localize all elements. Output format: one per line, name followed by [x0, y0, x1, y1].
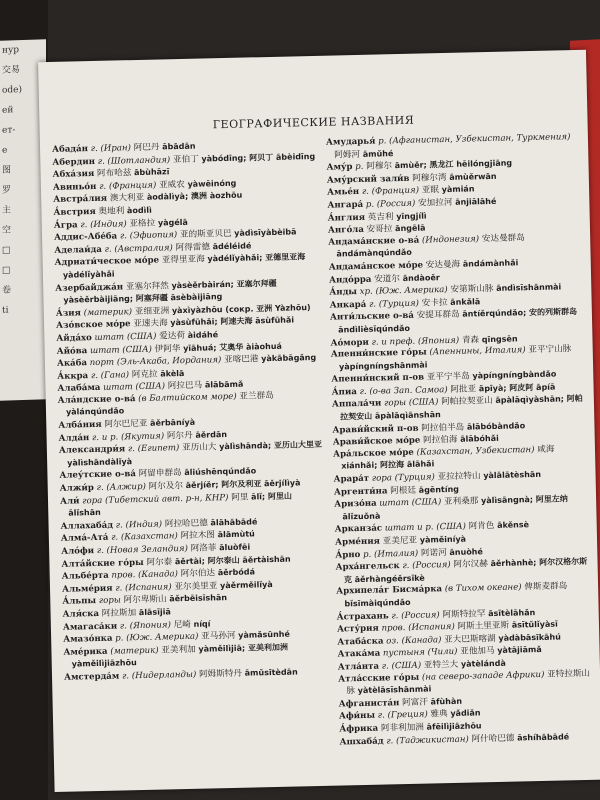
chinese-translation: 安第斯山脉: [450, 284, 494, 296]
grammar-note: штат (США): [94, 331, 157, 343]
headword: Амагаса́ки: [62, 621, 118, 633]
headword: А́рно: [335, 549, 361, 561]
chinese-translation: 安达曼海: [425, 259, 461, 271]
pinyin: āluòfēi: [219, 542, 251, 553]
pinyin: āěrdān: [195, 429, 228, 440]
pinyin: níqí: [193, 619, 211, 629]
headword: Аделаи́да: [54, 244, 102, 256]
pinyin: yīāhuá; 艾奥华 àiàohuá: [183, 341, 282, 353]
headword: Алда́н: [58, 432, 90, 444]
pinyin: ākěnsè: [497, 520, 530, 531]
pinyin: yàpíngníngshānmài: [338, 360, 428, 372]
grammar-note: г. (Шотландия): [97, 154, 171, 167]
chinese-translation: 阿什哈巴德: [471, 733, 515, 745]
grammar-note: г. (Турция): [368, 298, 420, 310]
pinyin: yǎdiǎn: [450, 708, 481, 719]
grammar-note: штат и р. (США): [384, 522, 467, 534]
grammar-note: г. (Индия): [115, 519, 163, 531]
pinyin: yàmǎsūnhé: [238, 629, 290, 640]
headword: Амье́н: [327, 187, 360, 199]
grammar-note: г. (Новая Зеландия): [96, 543, 189, 557]
grammar-note: (в Тихом океане): [444, 582, 522, 595]
chinese-translation: 雅典: [430, 709, 448, 720]
grammar-note: р. (Юж. Америка): [115, 631, 199, 644]
headword: Абада́н: [51, 144, 89, 155]
chinese-translation: 阿尔丹: [166, 430, 193, 442]
headword: Аризо́на: [334, 498, 377, 510]
pinyin: āmùěr; 黑龙江 hēilóngjiāng: [394, 158, 513, 171]
chinese-translation: 亚平宁半岛: [426, 371, 470, 383]
grammar-note: (материк): [110, 645, 159, 657]
chinese-translation: 阿富汗: [401, 697, 429, 708]
headword: Аллахаба́д: [60, 520, 114, 532]
pinyin: yàkābāgǎng: [261, 353, 317, 364]
headword: Аддис-Абе́ба: [53, 231, 118, 244]
headword: Абха́зия: [52, 169, 95, 181]
previous-page-fragment: 主: [2, 205, 12, 216]
chinese-translation: 亚兰群岛: [239, 390, 274, 402]
chinese-translation: 阿穆尔湾: [412, 172, 447, 184]
pinyin: āngēlā: [395, 223, 426, 234]
pinyin: ānjiālāhé: [455, 196, 497, 207]
grammar-note: г. (Испания): [115, 582, 172, 594]
pinyin: ānuòhé: [449, 546, 483, 557]
pinyin: yàlālātèshān: [483, 469, 542, 481]
headword: Алеу́тские о-ва́: [59, 469, 137, 482]
headword: Анго́ла: [327, 225, 364, 236]
chinese-translation: 俾斯麦群岛: [524, 581, 568, 593]
pinyin: yàpíngníngbàndǎo: [472, 369, 557, 381]
grammar-note: г. (Россия): [402, 560, 451, 572]
pinyin: yàlìsāngnà; 阿里左纳 ālǐzuǒnà: [342, 494, 568, 522]
headword: Аму́рский зали́в: [326, 173, 410, 186]
grammar-note: гора (Турция): [371, 472, 435, 484]
headword: А́пиа: [331, 386, 357, 398]
grammar-note: (на северо-западе Африки): [421, 669, 545, 683]
headword: А́страхань: [336, 610, 389, 623]
grammar-note: г. (Нидерланды): [121, 669, 197, 682]
chinese-translation: 亚眠: [421, 185, 440, 196]
previous-page-fragment: 图: [2, 165, 12, 176]
chinese-translation: 亚大巴斯喀湖: [444, 633, 496, 645]
grammar-note: г. (Казахстан): [111, 531, 178, 544]
chinese-translation: 爱达荷: [159, 330, 186, 342]
previous-page-fragment: □: [2, 265, 11, 276]
grammar-note: горы (США): [383, 397, 439, 409]
pinyin: āsītǔlǐyàsī: [511, 619, 558, 630]
previous-page-fragment: ет-: [2, 125, 16, 136]
headword: Арара́т: [333, 473, 370, 485]
pinyin: àodìlì: [126, 205, 152, 216]
pinyin: āmǔsītèdān: [244, 667, 298, 678]
pinyin: āndàoěr: [402, 272, 440, 283]
pinyin: yàdàbāsīkāhú: [498, 632, 561, 643]
chinese-translation: 安加拉河: [417, 197, 453, 209]
pinyin: ālāsījiā: [138, 607, 171, 618]
pinyin: āěrtài; 阿尔泰山 āěrtàishān: [174, 554, 291, 566]
headword: А́встрия: [53, 206, 96, 218]
pinyin: āěrbódá: [217, 567, 256, 578]
headword: А́ккра: [57, 370, 89, 382]
pinyin: yàtèlándà: [460, 658, 506, 669]
pinyin: āliúshēnqúndǎo: [184, 466, 257, 478]
pinyin: āgēntíng: [418, 484, 460, 495]
pinyin: ālābóbàndǎo: [466, 420, 526, 432]
headword: Арави́йское мо́ре: [332, 435, 421, 448]
pinyin: ālābóhǎi: [460, 434, 499, 444]
grammar-note: пустыня (Чили): [382, 647, 458, 659]
headword: Арха́нгельск: [335, 561, 400, 573]
previous-page-fragment: 交易: [2, 65, 21, 76]
pinyin: āntíěrqúndǎo; 安的列斯群岛 āndìlièsīqúndǎo: [338, 307, 578, 335]
grammar-note: г. (Эфиопия): [119, 230, 178, 242]
chinese-translation: 亚美利加: [161, 644, 196, 656]
pinyin: āsītèlāhǎn: [488, 607, 536, 618]
chinese-translation: 奥地利: [98, 206, 125, 217]
pinyin: yàlánqúndǎo: [65, 406, 125, 418]
chinese-translation: 阿拉巴马: [167, 380, 203, 392]
pinyin: āndámànqúndǎo: [336, 248, 412, 259]
chinese-translation: 亚美尼亚: [382, 535, 418, 547]
chinese-translation: 阿里: [231, 492, 249, 503]
chinese-translation: 阿姆斯特丹: [198, 668, 243, 680]
grammar-note: г. (Индия): [80, 218, 127, 230]
chinese-translation: 澳大利亚: [109, 193, 145, 204]
pinyin: ākèlā: [160, 368, 185, 379]
chinese-translation: 安卡拉: [421, 297, 448, 309]
pinyin: āmǔhé: [362, 148, 394, 159]
pinyin: yàsèěrbàirán; 亚塞尔拜疆 yàsèěrbàijiāng; 阿塞拜疆 āsèbàijiāng: [63, 278, 277, 305]
pinyin: yàxìyàzhōu (сокр. 亚洲 Yàzhōu): [171, 302, 311, 315]
pinyin: yàdélǐyàhǎi; 亚德里亚海 yàdélǐyàhǎi: [62, 252, 306, 280]
grammar-note: штат (США): [89, 344, 153, 356]
headword: Адриати́ческое мо́ре: [54, 255, 160, 269]
pinyin: ālābāmǎ: [204, 379, 244, 390]
headword: Алба́ния: [58, 419, 102, 431]
headword: Анти́льские о-ва́: [329, 311, 415, 323]
headword: Амстерда́м: [63, 671, 120, 683]
headword: Атака́ма: [337, 648, 381, 660]
pinyin: āshíhābādé: [517, 731, 570, 743]
chinese-translation: 安达曼群岛: [481, 232, 525, 244]
chinese-translation: 阿根廷: [390, 485, 417, 496]
grammar-note: г. и преф. (Япония): [371, 335, 460, 348]
previous-page-fragment: е: [2, 145, 8, 156]
headword: Абердин: [52, 156, 96, 168]
chinese-translation: 亚速夫海: [133, 318, 168, 330]
grammar-note: (материк): [83, 306, 133, 318]
grammar-note: г. (Австралия): [104, 242, 173, 255]
pinyin: yàsùfūhǎi; 阿速夫海 āsùfūhǎi: [170, 315, 295, 328]
headword: А́фрика: [339, 723, 379, 735]
grammar-note: г. (Франция): [361, 185, 420, 198]
grammar-note: горы: [98, 595, 121, 607]
chinese-translation: 阿留申群岛: [138, 468, 182, 480]
grammar-note: г. (Гана): [90, 369, 130, 381]
chinese-translation: 阿克拉: [131, 369, 158, 380]
pinyin: āfēilìjiāzhōu: [426, 721, 482, 732]
pinyin: āěrbēisīshān: [169, 593, 228, 604]
pinyin: āěrbāníyà: [150, 417, 196, 428]
chinese-translation: 阿斯特拉罕: [442, 608, 486, 620]
grammar-note: г. (Россия): [391, 609, 440, 621]
headword: Асту́рия: [336, 623, 379, 635]
headword: А́нды: [329, 287, 358, 298]
chinese-translation: 安道尔: [374, 273, 401, 285]
previous-page-fragment: 卷: [2, 285, 12, 296]
headword: Арме́ния: [334, 536, 381, 548]
headword: Али́: [59, 496, 80, 507]
chinese-translation: 阿尔伯达: [180, 568, 216, 580]
right-column: [326, 132, 592, 749]
headword: Александри́я: [58, 444, 126, 457]
chinese-translation: 阿姆河: [334, 149, 361, 161]
headword: Афи́ны: [338, 711, 376, 722]
headword: Алжи́р: [59, 483, 94, 494]
chinese-translation: 亚的斯亚贝巴: [179, 229, 232, 241]
chinese-translation: 亚塞尔拜然: [125, 280, 169, 292]
grammar-note: р. (Россия): [365, 198, 416, 210]
headword: Аме́рика: [63, 646, 108, 658]
chinese-translation: 亚细亚洲: [134, 306, 170, 317]
grammar-note: (Индонезия): [421, 234, 480, 246]
chinese-translation: 安提耳群岛: [416, 310, 460, 322]
headword: Ало́фи: [61, 546, 95, 557]
chinese-translation: 阿拉斯加: [101, 608, 137, 619]
chinese-translation: 亚尔美里亚: [174, 581, 218, 593]
chinese-translation: 阿布哈兹: [96, 168, 132, 180]
headword: Ала́ндские о-ва́: [57, 393, 136, 406]
pinyin: āmùěrwān: [449, 171, 497, 182]
headword: Аму́р: [326, 162, 353, 173]
pinyin: ālāmùtú: [217, 529, 255, 540]
grammar-note: гора (Тибетский авт. р-н, КНР): [82, 492, 229, 506]
pinyin: ālǐ; 阿里山 ālǐshān: [68, 491, 293, 518]
headword: Айо́ва: [56, 345, 88, 357]
pinyin: yàwēinóng: [187, 178, 237, 189]
headword: Анкара́: [329, 299, 367, 311]
headword: А́зия: [55, 308, 82, 319]
previous-page-fragment: □: [2, 245, 11, 256]
headword: Арканза́с: [334, 523, 383, 536]
headword: Ашхаба́д: [339, 736, 384, 748]
pinyin: āndámànhǎi: [462, 258, 519, 269]
pinyin: yàtèlāsīshānmài: [357, 684, 432, 696]
grammar-note: р. (Италия): [362, 548, 419, 560]
chinese-translation: 阿尔汉赫: [453, 559, 488, 571]
grammar-note: (Апеннины, Италия): [429, 345, 526, 358]
chinese-translation: 阿尔及尔: [148, 481, 184, 492]
chinese-translation: 阿非利加洲: [380, 722, 425, 734]
grammar-note: штат (США): [103, 381, 166, 394]
headword: Авиньо́н: [52, 181, 97, 193]
chinese-translation: 亚马孙河: [201, 631, 236, 642]
pinyin: àodàlìyà; 澳洲 àozhōu: [146, 190, 243, 203]
chinese-translation: 咸海: [537, 444, 555, 455]
chinese-translation: 亚特兰大: [423, 659, 459, 671]
headword: Арави́йский п-ов: [332, 423, 419, 436]
grammar-note: г. (Алжир): [96, 481, 147, 494]
headword: Аля́ска: [62, 608, 100, 620]
book-page: [38, 50, 600, 792]
pinyin: yàtājiāmǎ: [497, 645, 542, 656]
pinyin: yàměilìjiā; 亚美利加洲 yàměilìjiāzhōu: [71, 642, 289, 669]
pinyin: ālāhābādé: [210, 517, 258, 528]
grammar-note: пров. (Испания): [381, 622, 455, 634]
headword: Азо́вское мо́ре: [55, 319, 131, 332]
pinyin: āěrhànhè; 阿尔汉格尔斯克 āěrhàngéěrsīkè: [343, 557, 588, 585]
headword: Ара́льское мо́ре: [332, 447, 414, 460]
chinese-translation: 亚平宁山脉: [528, 344, 572, 356]
grammar-note: г. (о-ва Зап. Самоа): [359, 384, 448, 397]
pinyin: ābùhāzī: [134, 167, 170, 178]
headword: Алма́-Ата́: [60, 533, 109, 545]
pinyin: yàlìshāndà; 亚历山大里亚 yàlìshāndàlǐyà: [67, 440, 323, 468]
chinese-translation: 尼崎: [173, 619, 191, 630]
chinese-translation: 亚拉拉特山: [437, 471, 481, 483]
chinese-translation: 亚他加马: [460, 646, 495, 658]
chinese-translation: 亚威农: [158, 179, 185, 191]
headword: Ао́мори: [330, 337, 369, 349]
chinese-translation: 阿拉伯半岛: [421, 422, 465, 434]
headword: Альбе́рта: [61, 570, 109, 582]
chinese-translation: 阿诺河: [420, 547, 447, 559]
headword: Афганиста́н: [338, 697, 400, 710]
grammar-note: г. (Египет): [127, 443, 180, 455]
previous-page-fragment: нур: [2, 45, 20, 56]
pinyin: xiánhǎi; 阿拉海 ālāhǎi: [341, 459, 435, 471]
chinese-translation: 阿帕拉契亚山: [441, 396, 493, 408]
headword: А́гра: [53, 219, 78, 231]
headword: Альме́рия: [61, 583, 113, 595]
pinyin: yàěrměilǐyà: [220, 579, 273, 591]
chinese-translation: 亚格拉: [129, 218, 156, 229]
headword: Андама́нское мо́ре: [328, 260, 424, 273]
grammar-note: г. (Иран): [90, 143, 132, 155]
headword: Андама́нские о-ва́: [328, 235, 420, 248]
chinese-translation: 亚历山大: [181, 442, 217, 454]
headword: Апенни́нские го́ры: [330, 347, 427, 360]
headword: Ака́ба: [56, 358, 88, 369]
headword: Австра́лия: [53, 194, 108, 206]
chinese-translation: 阿尔卑斯山: [123, 594, 167, 606]
left-column: [52, 138, 330, 684]
headword: Аргенти́на: [333, 486, 388, 498]
grammar-note: г. и р. (Якутия): [91, 431, 165, 443]
pinyin: yàměiníyà: [419, 534, 467, 545]
headword: Архипела́г Бисма́рка: [336, 584, 443, 597]
chinese-translation: 安哥拉: [366, 224, 393, 235]
chinese-translation: 阿得雷德: [175, 242, 211, 253]
pinyin: qīngsēn: [481, 333, 518, 344]
chinese-translation: 阿肯色: [468, 521, 495, 532]
headword: Андо́рра: [328, 274, 372, 286]
pinyin: ānkǎlā: [450, 296, 481, 307]
pinyin: āndìsīshānmài: [496, 282, 562, 294]
headword: Атаба́ска: [337, 636, 384, 648]
page-title: ГЕОГРАФИЧЕСКИЕ НАЗВАНИЯ: [212, 113, 415, 132]
grammar-note: (Казахстан, Узбекистан): [416, 444, 535, 458]
pinyin: āfùhàn: [430, 696, 463, 707]
headword: Алта́йские го́ры: [61, 557, 144, 570]
grammar-note: хр. (Юж. Америка): [359, 285, 448, 298]
chinese-translation: 亚喀巴港: [223, 354, 259, 366]
chinese-translation: 阿斯土里亚斯: [457, 620, 510, 633]
chinese-translation: 阿洛菲: [190, 543, 217, 554]
previous-page-fragment: 空: [2, 225, 12, 236]
pinyin: ābādān: [162, 141, 196, 152]
chinese-translation: 亚伯丁: [172, 154, 199, 165]
headword: Атла́нта: [337, 661, 380, 673]
chinese-translation: 阿尔泰: [146, 556, 173, 568]
grammar-note: штат (США): [379, 497, 442, 509]
headword: Ангара́: [327, 199, 364, 211]
chinese-translation: 青森: [461, 334, 480, 346]
chinese-translation: 阿尔巴尼亚: [104, 418, 148, 430]
headword: Азербайджа́н: [55, 281, 124, 294]
grammar-note: порт (Эль-Акаба, Иордания): [89, 355, 222, 369]
pinyin: bǐsīmàiqúndǎo: [344, 597, 411, 609]
chinese-translation: 阿巴丹: [133, 142, 160, 154]
headword: Айда́хо: [56, 332, 92, 344]
pinyin: yàbódīng; 阿贝丁 ābèidīng: [201, 151, 316, 164]
pinyin: āpīyà; 阿皮阿 āpíā: [478, 382, 556, 394]
pinyin: yīngjílì: [396, 211, 427, 221]
pinyin: yàgélā: [157, 217, 188, 228]
pinyin: ādéléidé: [212, 241, 252, 252]
chinese-translation: 伊阿华: [154, 343, 181, 355]
grammar-note: р. (Афганистан, Узбекистан, Туркмения): [378, 132, 571, 147]
pinyin: āěrjíěr; 阿尔及利亚 āěrjílìyà: [185, 478, 301, 491]
headword: Амазо́нка: [63, 633, 113, 645]
grammar-note: пров. (Канада): [111, 569, 179, 581]
grammar-note: г. (Франция): [99, 180, 157, 192]
headword: Аппала́чи: [331, 398, 382, 411]
grammar-note: г. (Таджикистан): [386, 734, 469, 746]
chinese-translation: 亚得里亚海: [161, 254, 205, 266]
pinyin: yàmián: [441, 184, 475, 195]
headword: Алаба́ма: [57, 383, 101, 395]
pinyin: àidáhé: [187, 330, 219, 340]
grammar-note: оз. (Канада): [386, 634, 442, 647]
headword: А́нглия: [327, 212, 366, 224]
chinese-translation: 亚特拉斯山脉: [346, 668, 591, 697]
grammar-note: г. (США): [381, 660, 422, 672]
chinese-translation: 亚利桑那: [443, 496, 479, 508]
previous-page-fragment: ode): [2, 85, 23, 96]
grammar-note: (в Балтийском море): [138, 391, 237, 404]
pinyin: āpàlāqìyàshān; 阿帕拉契安山 āpàlāqìānshān: [340, 394, 583, 422]
headword: Амударья́: [325, 136, 376, 148]
chinese-translation: 阿批亚: [450, 384, 477, 395]
chinese-translation: 阿拉伯海: [422, 435, 458, 446]
headword: Апенни́нский п-ов: [331, 372, 425, 385]
grammar-note: р.: [355, 162, 364, 173]
grammar-note: г. (Япония): [119, 619, 172, 632]
previous-page-fragment: ti: [2, 305, 9, 316]
chinese-translation: 英吉利: [367, 211, 394, 223]
previous-page-fragment: ей: [2, 105, 14, 116]
chinese-translation: 阿拉哈巴德: [164, 518, 208, 530]
chinese-translation: 阿穆尔: [366, 161, 393, 172]
headword: Атла́сские го́ры: [338, 672, 420, 685]
headword: А́льпы: [62, 596, 97, 608]
pinyin: yàdìsīyàbèibā: [234, 227, 297, 238]
chinese-translation: 阿拉木图: [180, 530, 216, 542]
grammar-note: г. (Греция): [377, 709, 428, 721]
previous-page-fragment: 罗: [2, 185, 12, 196]
